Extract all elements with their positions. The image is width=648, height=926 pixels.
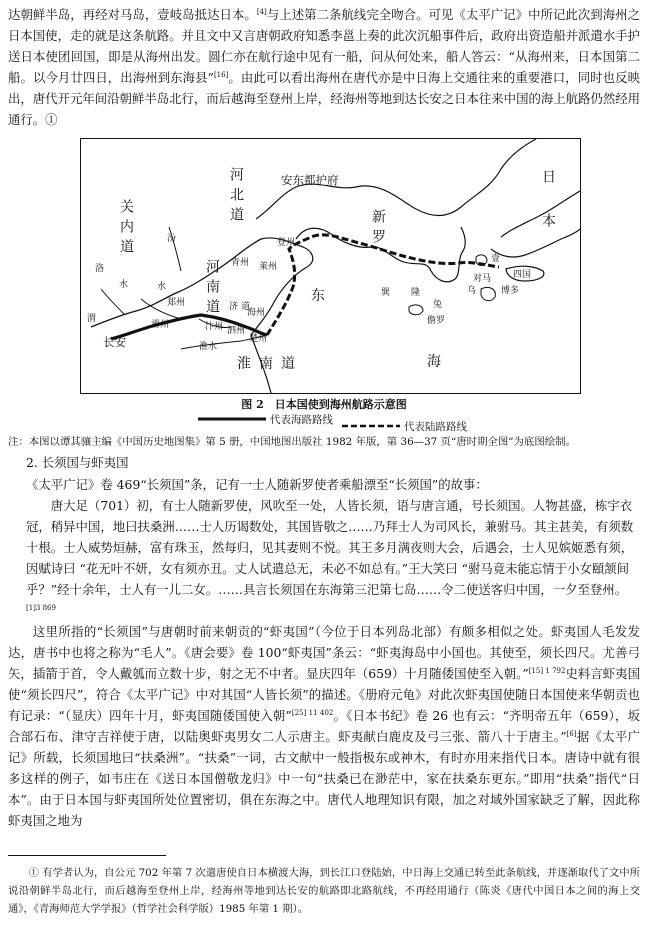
map-label: 关内道	[118, 199, 134, 259]
para2-text-a: 这里所指的“长须国”与唐朝时前来朝贡的“虾夷国”（今位于日本列岛北部）有颇多相似之处。虾夷国人毛发发达，唐书中也将之称为“毛人”。《唐会要》卷 100“虾夷国”条云：“虾夷海岛中小国也。其使至，须长四尺。尤善弓矢，插箭于首，令人戴瓠而立数十步，射之无不中者。显庆四年（659）十月随倭国使至入朝。”	[8, 624, 640, 681]
map-place: 淮水	[199, 342, 218, 352]
footnote: ① 有学者认为，自公元 702 年第 7 次遣唐使自日本横渡大海，到长江口登陆始，中日海上交通已转至此条航线，并逐渐取代了文中所说沿朝鲜半岛北行，而后越海至登州上岸，经海州等地到达长安的航路即北路航线，不再经用通行（陈炎《唐代中国日本之间的海上交通》，《青海师范大学学报》（哲学社会科学版）1985 年第 1 期）。	[8, 867, 640, 915]
legend-land-swatch	[340, 420, 402, 432]
map-place: 郑州	[167, 298, 186, 308]
map-place: 莱州	[259, 262, 278, 272]
map-place: 海州	[247, 308, 266, 318]
para2-text-c: 。《日本书纪》卷 26 也有云：“齐明帝五年（659），坂合部石布、津守吉祥使于唐，以陆奥虾夷男女二人示唐主。虾夷献白鹿皮及弓三张、箭八十于唐主。”	[8, 708, 641, 744]
paragraph	[8, 621, 640, 831]
intro-text-3: 。由此可以看出海州在唐代亦是中日海上交通往来的重要港口，同时也反映出，唐代开元年间沿朝鲜半岛北行，而后越海至登州上岸，经海州等地到达长安之日本往来中国的海上航路仍然经用通行。	[8, 70, 640, 127]
citation-ref: [15] 1 792	[528, 666, 566, 675]
intro-text-1: 达朝鲜半岛，再经对马岛，壹岐岛抵达日本。	[8, 7, 257, 22]
map-place: 儋罗	[427, 316, 446, 326]
legend-sea-label: 代表海路路线	[270, 414, 333, 426]
map-place: 登州	[277, 238, 296, 248]
para2-text-d: 据《太平广记》所载，长须国地曰“扶桑洲”。“扶桑”一词，古文献中一般指极东或神木，有时亦用来指代日本。唐诗中就有很多这样的例子，如韦庄在《送日本国僧敬龙归》中一句“扶桑已在渺茫中，家在扶桑东更东。”即用“扶桑”指代“日本”。由于日本国与虾夷国所处位置密切，俱在东海之中。唐代人地理知识有限，加之对域外国家缺乏了解，因此称虾夷国之地为	[8, 729, 640, 828]
map-label: 安东都护府	[281, 173, 339, 187]
para2-text-b: 史料言虾夷国使“须长四尺”，符合《太平广记》中对其国“人皆长须”的描述。《册府元龟》对此次虾夷国使随日本国使来华朝贡也有记录：“（显庆）四年十月，虾夷国随倭国使入朝”	[8, 666, 640, 723]
paragraph: 《太平广记》卷 469“长须国”条，记有一士人随新罗使者乘船漂至“长须国”的故事：	[26, 477, 488, 492]
map-place: 渭	[87, 314, 97, 324]
map-place: 水	[157, 282, 167, 292]
map-place: 道	[241, 302, 251, 312]
map-label: 东	[311, 288, 325, 304]
route-map	[80, 138, 581, 394]
map-label: 河南道	[204, 259, 220, 319]
quote-text: 唐大足（701）初，有士人随新罗使，风吹至一处，人皆长须，语与唐言通，号长须国。人物甚盛，栋宇衣冠，稍异中国，地曰扶桑洲……士人历谒数处，其国皆敬之……乃拜士人为司风长，兼驸马。其主甚美，有须数十根。士人威势烜赫，富有珠玉，然每归，见其妻则不悦。其王多月满夜则大会，后遇会，士人见嫔姬悉有须，因赋诗曰 “花无叶不妍，女有须亦丑。丈人试遣总无，未必不如总有。”王大笑曰 “驸马竟未能忘情于小女頤颔间乎？”经十余年，士人有一儿二女。……具言长须国在东海第三汜第七岛……令二使送客归中国，一夕至登州。	[26, 498, 634, 597]
citation-ref: [16]	[213, 70, 229, 79]
legend-land-label: 代表陆路路线	[404, 421, 467, 433]
figure-note: 注：本图以谭其骧主编《中国历史地图集》第 5 册，中国地图出版社 1982 年版，第 36—37 页“唐时期全图”为底图绘制。	[8, 436, 576, 448]
map-place: 长安	[103, 335, 126, 349]
map-place: 汾	[167, 234, 177, 244]
map-place: 兔	[433, 300, 443, 310]
map-label: 日本	[540, 169, 556, 257]
map-place: 青州	[231, 258, 250, 268]
map-place: 洛	[95, 264, 105, 274]
map-place: 壹	[491, 254, 501, 264]
section-heading: 2. 长须国与虾夷国	[26, 455, 129, 470]
intro-paragraph	[8, 4, 640, 130]
map-place: 对马	[473, 274, 492, 284]
map-place: 济	[229, 302, 239, 312]
map-place: 隆	[411, 288, 421, 298]
map-place: 水	[119, 280, 129, 290]
map-place: 博多	[501, 286, 520, 296]
map-label: 淮南道	[237, 356, 303, 372]
map-place: 四国	[513, 270, 532, 280]
figure-caption: 图 2 日本国使到海州航路示意图	[241, 398, 407, 411]
block-quote	[26, 495, 640, 621]
map-label: 海	[427, 354, 441, 370]
citation-ref: [1]3 869	[26, 603, 56, 612]
map-label: 河北道	[228, 167, 244, 227]
map-place: 汴州	[205, 322, 224, 332]
map-place: 楚州	[249, 334, 268, 344]
map-place: 滑州	[151, 320, 170, 330]
footnote-rule	[8, 855, 166, 856]
map-place: 泗州	[227, 326, 246, 336]
legend-sea-swatch	[196, 413, 268, 425]
map-label: 新罗	[370, 209, 386, 249]
citation-ref: [4]	[256, 7, 267, 16]
intro-text-2: 与上述第二条航线完全吻合。可见《太平广记》中所记此次到海州之日本国使，走的就是这条航路。并且文中又言唐朝政府知悉李邕上奏的此次沉船事件后，政府出资造船并派遣水手护送日本使团回国，即是从海州出发。圆仁亦在航行途中见有一船，问从何处来，船人答云：“从海州来，日本国第二船。以今月廿四日，出海州到东海县”	[8, 7, 641, 85]
citation-ref: [6]	[566, 729, 577, 738]
citation-ref: [25] 11 402	[291, 708, 334, 717]
map-place: 巽	[381, 288, 391, 298]
map-place: 乌	[467, 286, 477, 296]
footnote-marker: ①	[45, 112, 58, 127]
